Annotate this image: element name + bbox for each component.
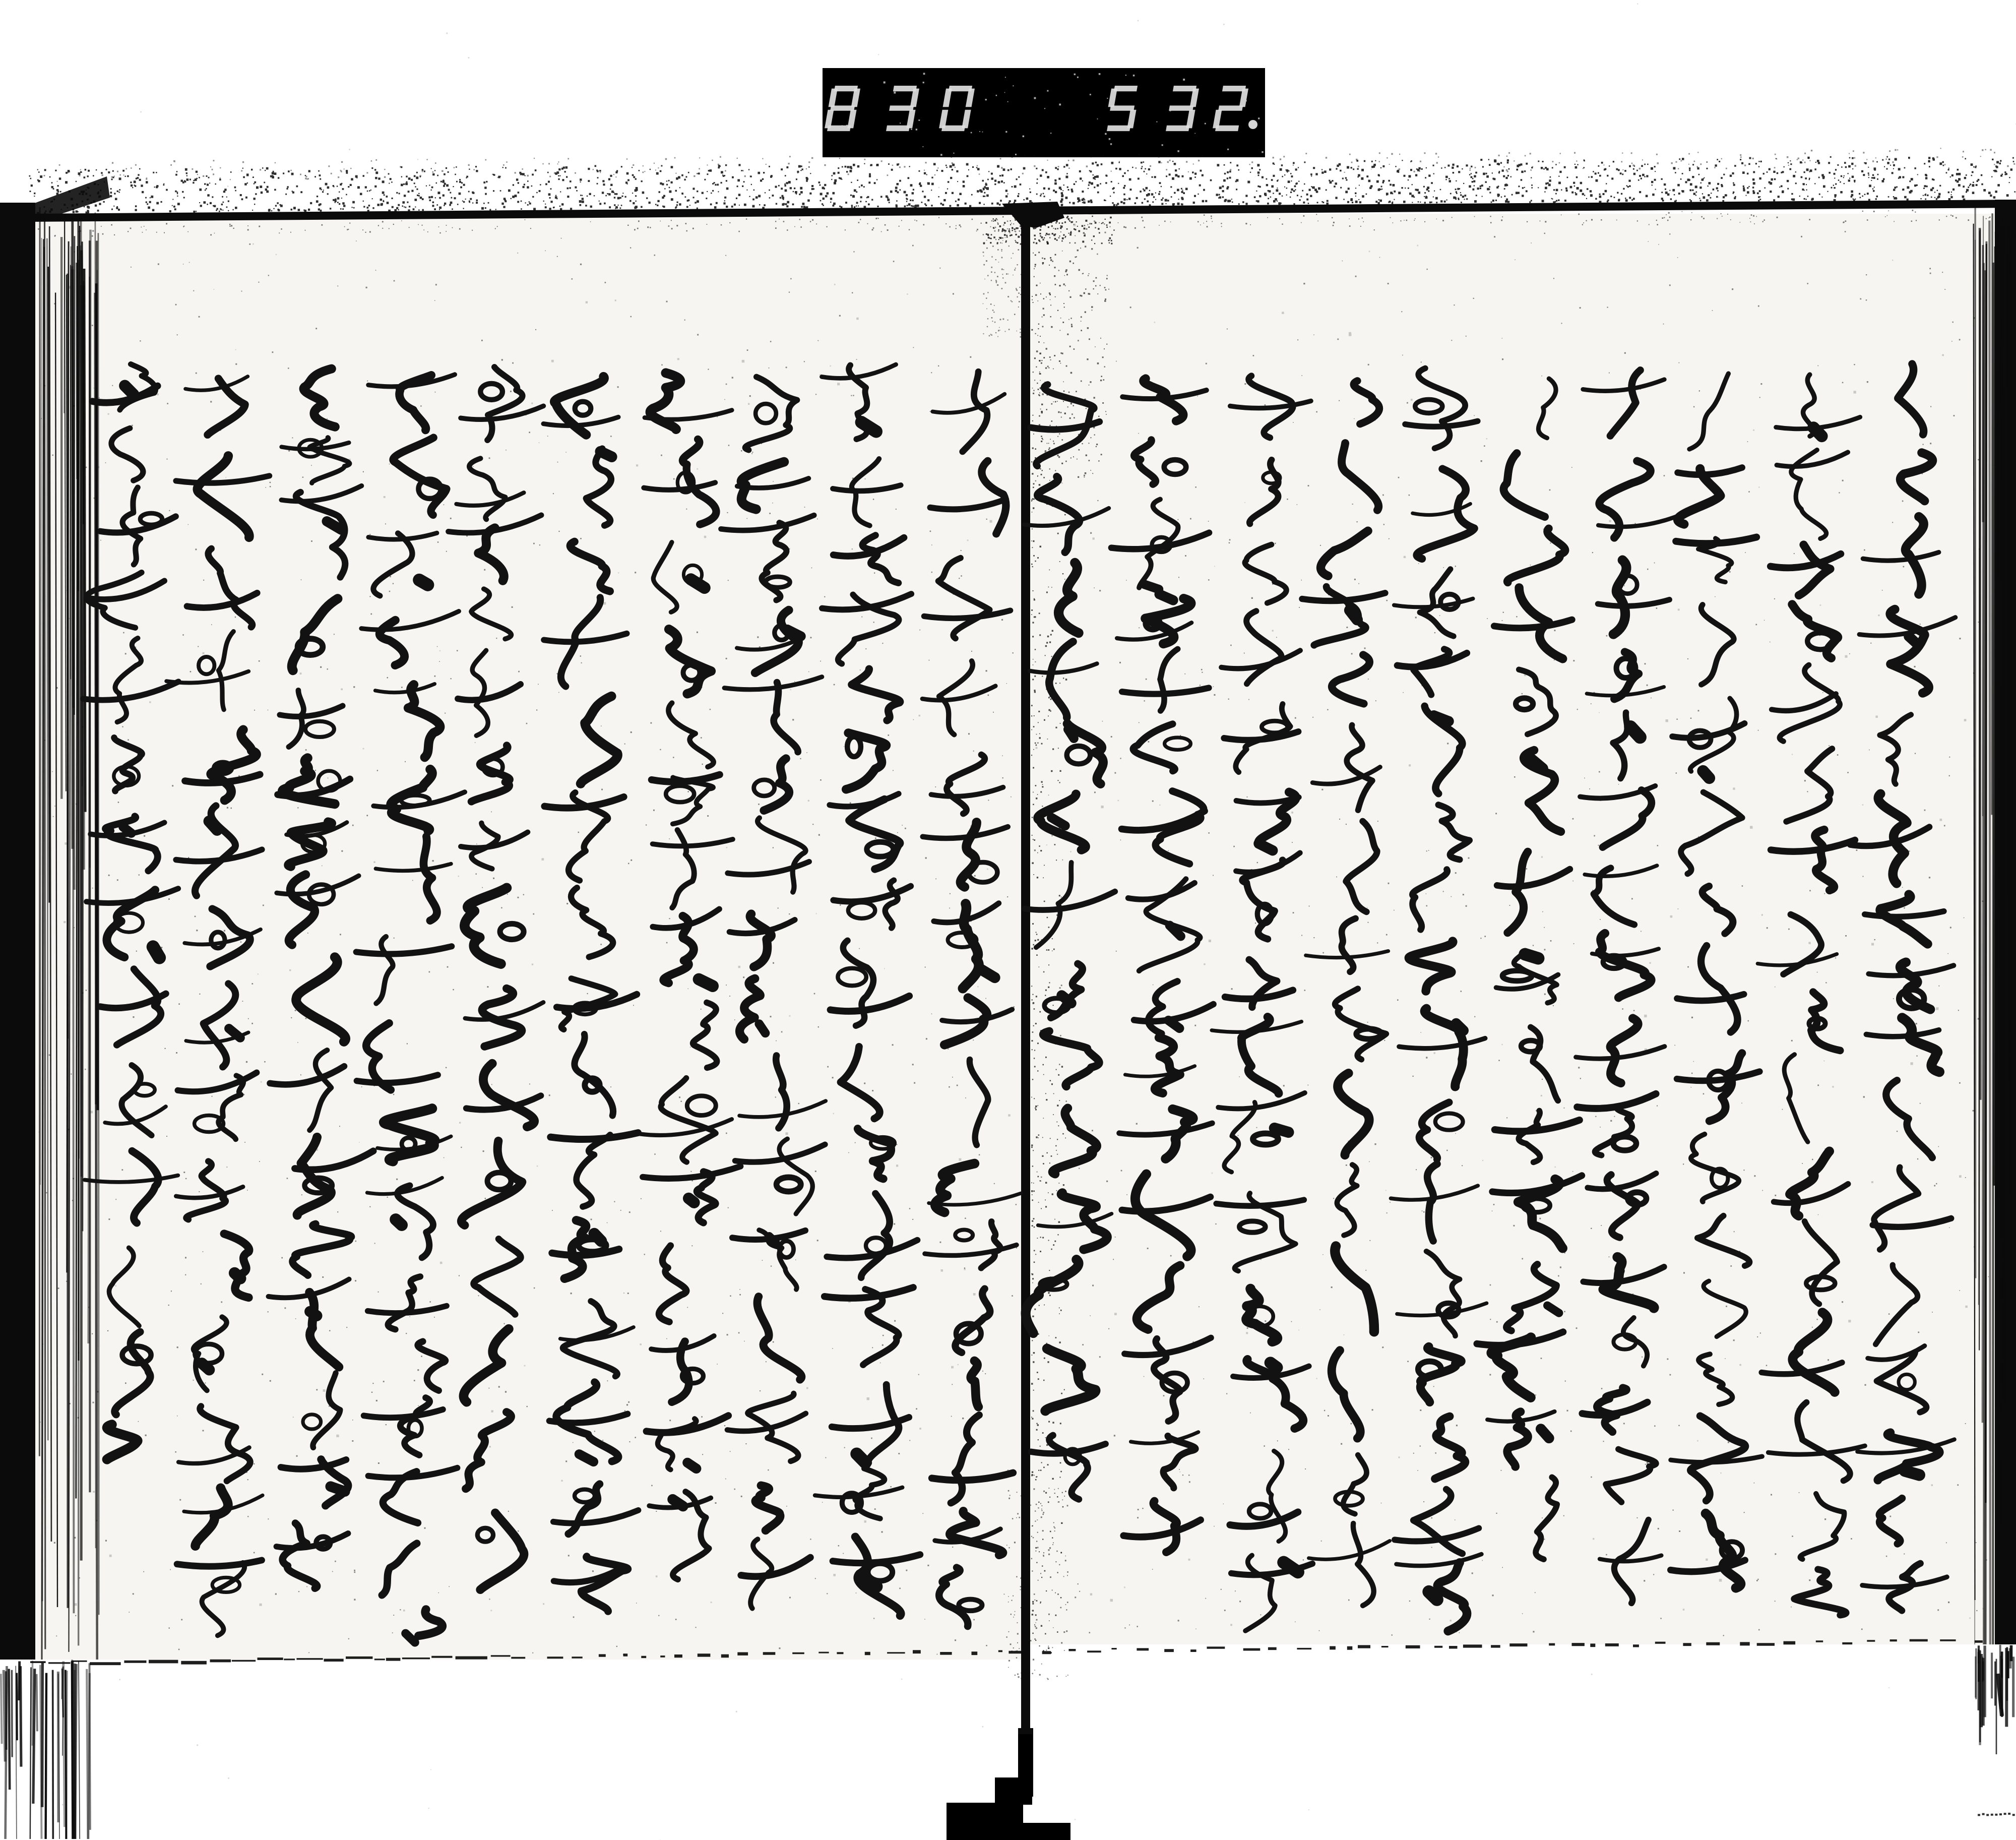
- text-column: [1024, 385, 1115, 1499]
- left-page-text: [83, 364, 1022, 1642]
- text-column: [1757, 375, 1865, 1615]
- text-column: [269, 369, 373, 1588]
- right-page-text: [1024, 364, 1956, 1631]
- text-column: [1850, 364, 1956, 1611]
- book-clamp: [947, 1734, 1070, 1840]
- text-column: [922, 372, 1021, 1626]
- text-column: [721, 377, 826, 1609]
- book-bottom-edge: [30, 1639, 1983, 1665]
- text-column: [1212, 376, 1312, 1631]
- right-fore-edge: [1974, 200, 2016, 1816]
- text-column: [449, 367, 544, 1589]
- text-column: [543, 377, 638, 1611]
- text-column: [1111, 379, 1214, 1552]
- text-column: [640, 373, 740, 1579]
- text-column: [166, 377, 269, 1636]
- text-column: [1576, 370, 1682, 1603]
- text-column: [815, 364, 920, 1616]
- text-column: [1671, 374, 1762, 1588]
- left-fore-edge: [0, 203, 99, 1839]
- text-column: [1302, 381, 1390, 1606]
- text-column: [356, 375, 465, 1642]
- text-column: [1477, 379, 1582, 1559]
